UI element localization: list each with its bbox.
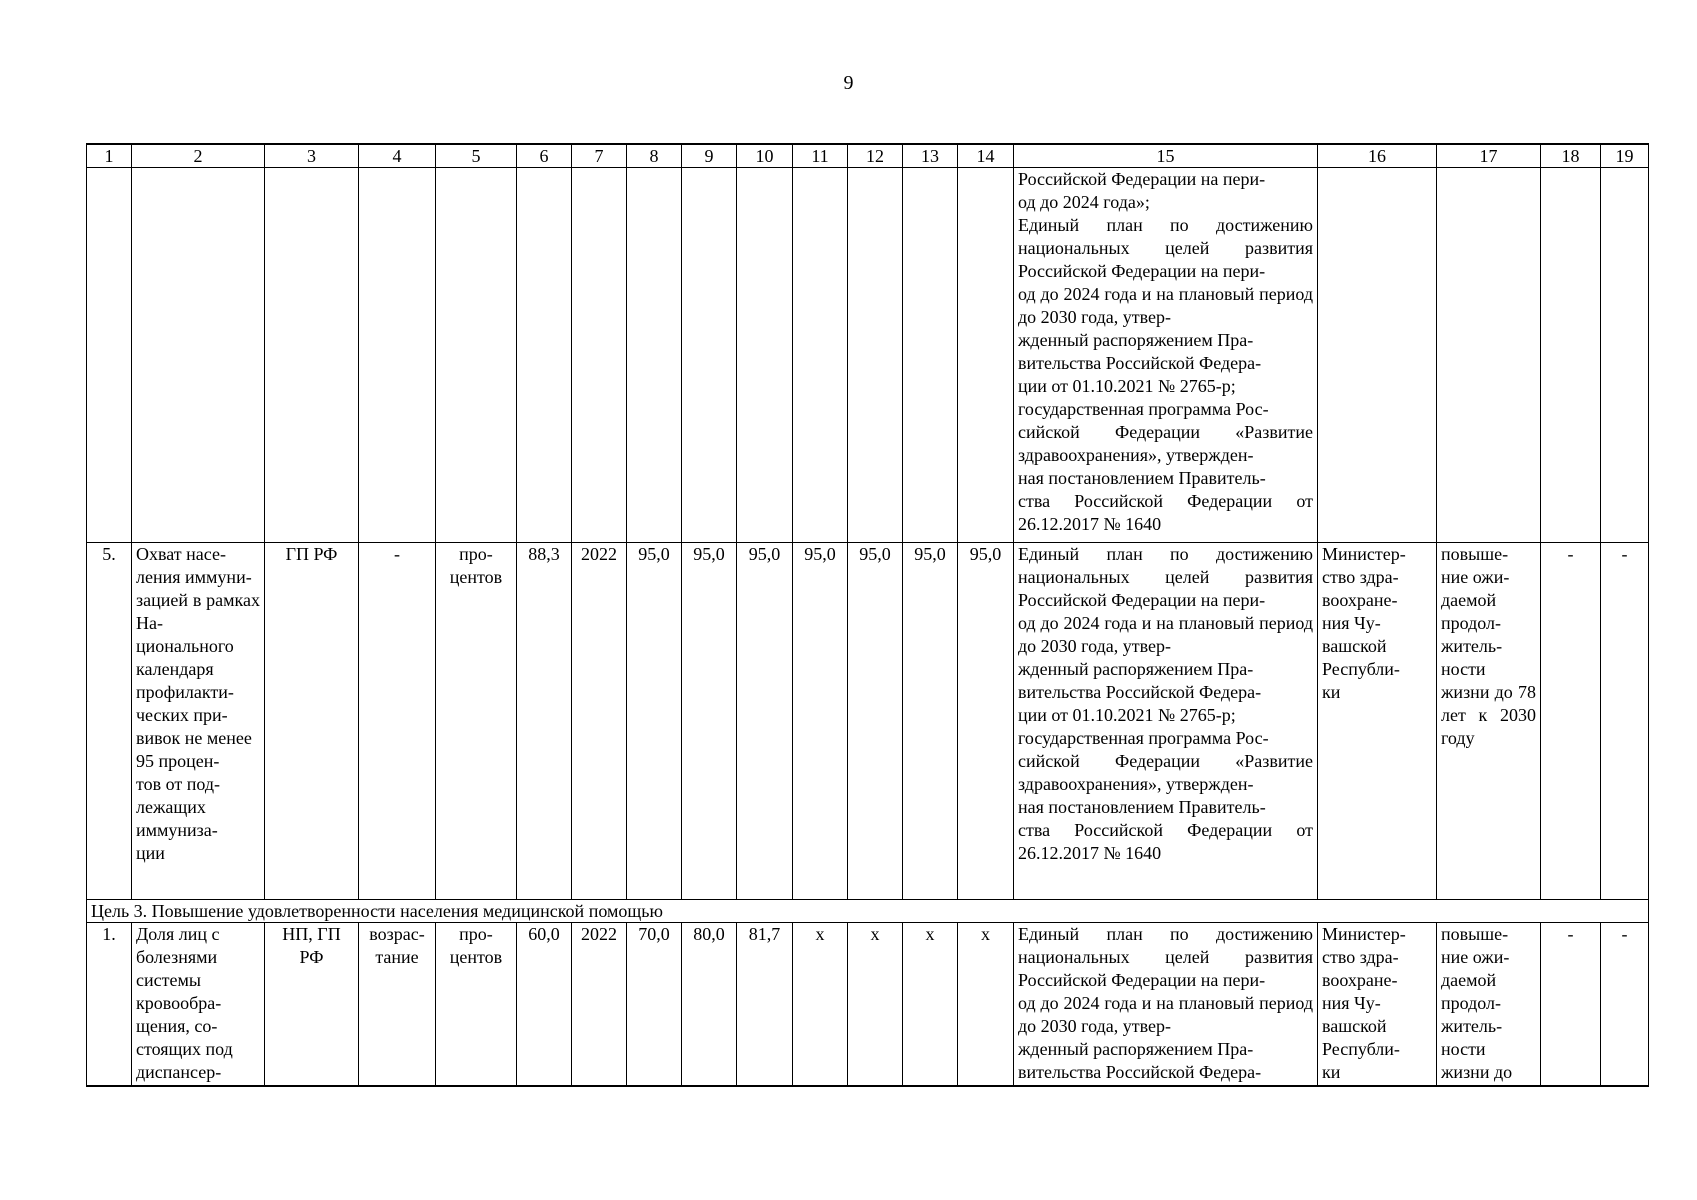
value-cell: 95,0: [737, 543, 793, 900]
table-cell: [1437, 168, 1541, 543]
table-cell: [87, 168, 132, 543]
continuation-row: [87, 168, 1649, 543]
value-cell: х: [958, 923, 1014, 1086]
base-year-cell: 2022: [572, 543, 627, 900]
goal-row: [87, 900, 1649, 923]
table-cell: [737, 168, 793, 543]
table-cell: -: [1541, 923, 1601, 1086]
goal-heading: Цель 3. Повышение удовлетворенности населения медицинской помощью: [87, 900, 1649, 923]
value-cell: 95,0: [903, 543, 958, 900]
table-cell: [848, 168, 903, 543]
responsible-cell: Министер- ство здра- воохране- ния Чу- вашской Республи- ки: [1318, 543, 1437, 900]
value-cell: 95,0: [682, 543, 737, 900]
header-cell: 19: [1601, 144, 1649, 168]
trend-cell: возрас- тание: [359, 923, 436, 1086]
header-cell: 15: [1014, 144, 1318, 168]
table-cell: [903, 168, 958, 543]
header-cell: 5: [436, 144, 517, 168]
value-cell: 70,0: [627, 923, 682, 1086]
value-cell: 80,0: [682, 923, 737, 1086]
table-cell: [627, 168, 682, 543]
table-cell: -: [1541, 543, 1601, 900]
responsible-cell: Министер- ство здра- воохране- ния Чу- вашской Республи- ки: [1318, 923, 1437, 1086]
row-number: 1.: [87, 923, 132, 1086]
value-cell: х: [793, 923, 848, 1086]
indicator-name-cell: Охват насе- ления иммуни- зацией в рамках На- ционального календаря профилакти- ческих при- вивок не менее 95 процен- тов от под- лежащих иммуниза- ции: [132, 543, 265, 900]
base-year-cell: 2022: [572, 923, 627, 1086]
table-cell: -: [1601, 923, 1649, 1086]
header-cell: 17: [1437, 144, 1541, 168]
header-cell: 6: [517, 144, 572, 168]
header-cell: 16: [1318, 144, 1437, 168]
unit-cell: про- центов: [436, 923, 517, 1086]
legal-basis-cell: Российской Федерации на пери- од до 2024 года»; Единый план по достижению национальных целей развития Российской Федерации на пери- од до 2024 года и на плановый период до 2030 года, утвер- жденный распоряжением Пра- вительства Российской Федера- ции от 01.10.2021 № 2765-р; государственная программа Рос- сийской Федерации «Развитие здравоохранения», утвержден- ная постановлением Правитель- ства Российской Федерации от 26.12.2017 № 1640: [1014, 168, 1318, 543]
header-cell: 13: [903, 144, 958, 168]
header-cell: 3: [265, 144, 359, 168]
table-cell: [132, 168, 265, 543]
table-cell: [265, 168, 359, 543]
table-cell: [1318, 168, 1437, 543]
value-cell: 95,0: [958, 543, 1014, 900]
value-cell: 95,0: [627, 543, 682, 900]
indicator-name-cell: Доля лиц с болезнями системы кровообра- щения, со- стоящих под диспансер-: [132, 923, 265, 1086]
legal-basis-cell: Единый план по достижению национальных целей развития Российской Федерации на пери- од до 2024 года и на плановый период до 2030 года, утвер- жденный распоряжением Пра- вительства Российской Федера-: [1014, 923, 1318, 1086]
table-cell: [572, 168, 627, 543]
header-cell: 10: [737, 144, 793, 168]
header-cell: 11: [793, 144, 848, 168]
header-row: [87, 144, 1649, 168]
table-cell: [682, 168, 737, 543]
header-cell: 18: [1541, 144, 1601, 168]
table-cell: [436, 168, 517, 543]
page-number: 9: [843, 72, 854, 94]
link-to-goal-cell: повыше- ние ожи- даемой продол- житель- ности жизни до 78 лет к 2030 году: [1437, 543, 1541, 900]
header-cell: 14: [958, 144, 1014, 168]
level-cell: НП, ГП РФ: [265, 923, 359, 1086]
legal-basis-cell: Единый план по достижению национальных целей развития Российской Федерации на пери- од до 2024 года и на плановый период до 2030 года, утвер- жденный распоряжением Пра- вительства Российской Федера- ции от 01.10.2021 № 2765-р; государственная программа Рос- сийской Федерации «Развитие здравоохранения», утвержден- ная постановлением Правитель- ства Российской Федерации от 26.12.2017 № 1640: [1014, 543, 1318, 900]
table-cell: -: [1601, 543, 1649, 900]
table-cell: [1541, 168, 1601, 543]
base-value-cell: 88,3: [517, 543, 572, 900]
value-cell: 95,0: [793, 543, 848, 900]
table-cell: [517, 168, 572, 543]
table-row: [87, 543, 1649, 900]
header-cell: 4: [359, 144, 436, 168]
unit-cell: про- центов: [436, 543, 517, 900]
level-cell: ГП РФ: [265, 543, 359, 900]
indicators-table: [86, 143, 1649, 1087]
table-cell: [958, 168, 1014, 543]
table-cell: [359, 168, 436, 543]
table-cell: [793, 168, 848, 543]
trend-cell: -: [359, 543, 436, 900]
header-cell: 2: [132, 144, 265, 168]
header-cell: 8: [627, 144, 682, 168]
header-cell: 9: [682, 144, 737, 168]
link-to-goal-cell: повыше- ние ожи- даемой продол- житель- ности жизни до: [1437, 923, 1541, 1086]
header-cell: 7: [572, 144, 627, 168]
value-cell: х: [903, 923, 958, 1086]
base-value-cell: 60,0: [517, 923, 572, 1086]
value-cell: 95,0: [848, 543, 903, 900]
header-cell: 12: [848, 144, 903, 168]
table-row: [87, 923, 1649, 1086]
row-number: 5.: [87, 543, 132, 900]
table-cell: [1601, 168, 1649, 543]
header-cell: 1: [87, 144, 132, 168]
value-cell: х: [848, 923, 903, 1086]
value-cell: 81,7: [737, 923, 793, 1086]
